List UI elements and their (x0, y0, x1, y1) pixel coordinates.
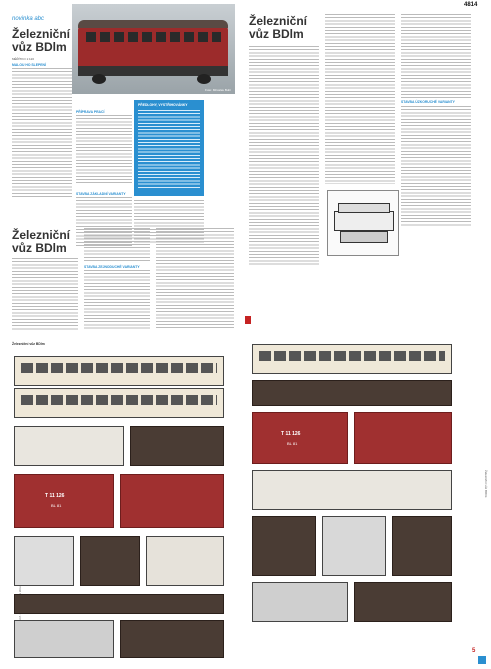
roof-strip (14, 594, 224, 614)
mid-text-col1 (12, 258, 78, 330)
bogie-parts (14, 620, 114, 658)
chassis-part (130, 426, 224, 466)
scale-line: MĚŘÍTKO 1:120 (12, 57, 35, 61)
wheel-parts (120, 620, 224, 658)
rs-detail-c (392, 516, 452, 576)
assembly-diagram (327, 190, 399, 256)
info-box-head: PŘEDLOHY, VYSTŘIHOVÁNKY (138, 103, 188, 107)
right-title-line1: Železniční (249, 14, 308, 28)
car-side-part-2 (14, 388, 224, 418)
page-middle-left (0, 222, 245, 333)
right-text-col3 (401, 14, 471, 98)
red-marker (245, 316, 251, 324)
right-text-col2 (325, 14, 395, 184)
page-top-right (245, 0, 491, 333)
car-side-part (14, 356, 224, 386)
right-section-head: STAVBA ÚZKORUCHÉ VARIANTY (401, 100, 455, 104)
rs-page-mark: 5 (472, 648, 476, 654)
cut-sheet-right (246, 338, 491, 669)
rs-detail-b (322, 516, 386, 576)
rs-car-number: BL 81 (287, 441, 298, 446)
rs-side-part (252, 344, 452, 374)
mid-text-col2b (84, 270, 150, 330)
right-text-col3b (401, 106, 471, 226)
rs-bogie (252, 582, 348, 622)
section-head-3: STAVBA ZÁKLADNÍ VARIANTY (76, 192, 126, 196)
photo-caption: Foto: Miroslav Bulír (205, 88, 231, 92)
rs-end-panel-2 (354, 412, 452, 464)
rs-end-panel (252, 412, 348, 464)
car-number: BL 81 (51, 503, 62, 508)
sheet-label: Železniční vůz BDlm (12, 342, 45, 346)
page-title-line1: Železniční (12, 27, 71, 41)
end-panel (14, 474, 114, 528)
rs-floor (252, 470, 452, 510)
section-head-2: PŘÍPRAVA PRACÍ (76, 110, 105, 114)
info-box (134, 100, 204, 196)
rs-car-badge: T 11 126 (281, 431, 301, 437)
page-title-line2: vůz BDlm (12, 40, 67, 54)
mid-title-line1: Železniční (12, 228, 71, 242)
section-head-1: MALOU HO SLEPENÍ (12, 63, 46, 67)
mid-text-col2 (84, 228, 150, 262)
car-badge: T 11 126 (45, 493, 65, 499)
rs-wheels (354, 582, 452, 622)
rs-blue-corner (478, 656, 486, 664)
cut-sheet-left (0, 338, 245, 669)
small-parts-c (146, 536, 224, 586)
mid-section-head: STAVBA ZEJNODUCHÉ VARIANTY (84, 265, 140, 269)
kicker: novinka abc (12, 16, 45, 22)
rs-roof-part (252, 380, 452, 406)
small-parts-a (14, 536, 74, 586)
right-text-col1 (249, 46, 319, 266)
small-parts-b (80, 536, 140, 586)
end-panel-2 (120, 474, 224, 528)
body-text-col1 (12, 68, 72, 198)
railcar-photo (72, 4, 235, 94)
right-title-line2: vůz BDlm (249, 27, 304, 41)
page-number: 4814 (464, 2, 478, 8)
rs-sheet-label-vertical: Železniční vůz BDlm (484, 470, 488, 498)
body-text-col2 (76, 115, 132, 185)
mid-title-line2: vůz BDlm (12, 241, 67, 255)
mid-text-col3 (156, 228, 234, 330)
floor-part (14, 426, 124, 466)
rs-detail-a (252, 516, 316, 576)
